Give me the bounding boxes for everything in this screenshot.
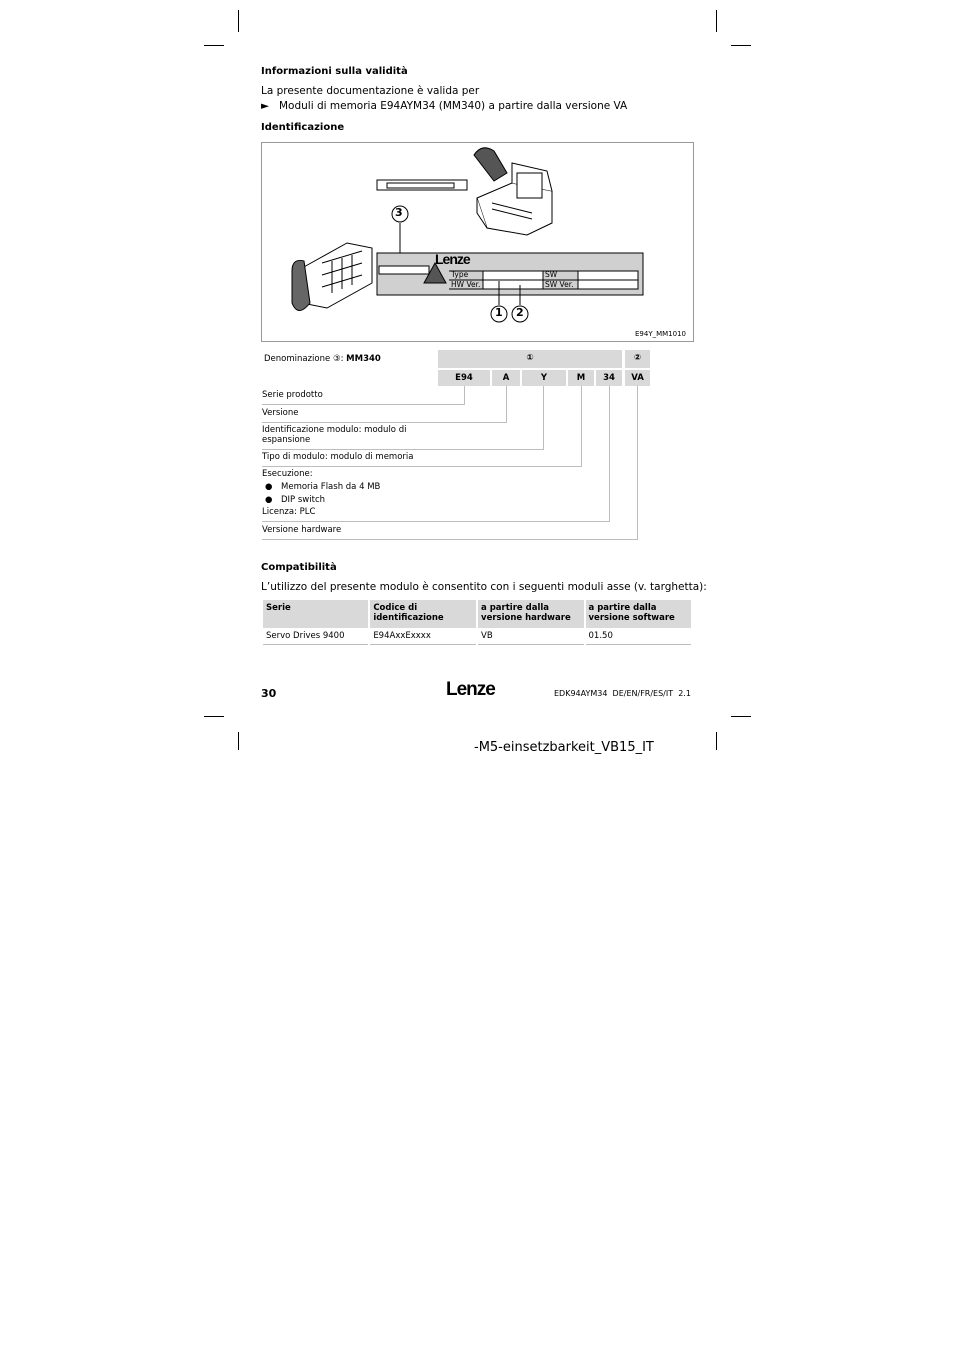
cell-codice: E94AxxExxxx	[370, 628, 476, 645]
crop-mark	[204, 716, 224, 717]
page-number: 30	[261, 687, 277, 700]
leader-line	[637, 386, 638, 539]
row-versione: Versione	[262, 408, 299, 418]
crop-mark	[731, 45, 751, 46]
table-row	[263, 628, 691, 645]
row-versione-hardware: Versione hardware	[262, 525, 342, 535]
code-segment-m: M	[568, 370, 594, 386]
doc-reference: EDK94AYM34 DE/EN/FR/ES/IT 2.1	[554, 689, 691, 698]
code-segment-e94: E94	[438, 370, 490, 386]
validity-bullet: Moduli di memoria E94AYM34 (MM340) a partire dalla versione VA	[279, 100, 628, 112]
row-identificazione-modulo: Identificazione modulo: modulo di espansione	[262, 425, 407, 445]
cell-hw: VB	[478, 628, 583, 645]
leader-line	[506, 386, 507, 422]
table-header-row	[263, 600, 691, 628]
cell-sw: 01.50	[586, 628, 691, 645]
row-rule	[262, 466, 582, 467]
compatibility-heading: Compatibilità	[261, 562, 337, 573]
col-header-sw: a partire dalla versione software	[586, 600, 691, 628]
module-illustration	[262, 143, 695, 343]
leader-line	[464, 386, 465, 404]
nameplate-sw-label: SW	[545, 270, 558, 279]
designation-label-marker: ③	[332, 354, 341, 364]
crop-mark	[238, 732, 239, 750]
identification-heading: Identificazione	[261, 122, 345, 133]
nameplate-hw-label: HW Ver.	[451, 280, 481, 289]
identification-figure	[261, 142, 694, 342]
footer-brand-logo: Lenze	[446, 679, 495, 700]
callout-1: 1	[495, 306, 503, 319]
row-rule	[262, 449, 544, 450]
file-label: -M5-einsetzbarkeit_VB15_IT	[474, 740, 654, 755]
compatibility-intro: L’utilizzo del presente modulo è consentito con i seguenti moduli asse (v. targhetta):	[261, 581, 707, 593]
callout-2: 2	[516, 306, 524, 319]
crop-mark	[716, 10, 717, 32]
row-rule	[262, 521, 610, 522]
row-rule	[262, 422, 507, 423]
compatibility-table	[261, 600, 693, 645]
col-header-serie: Serie	[263, 600, 368, 628]
row-rule	[262, 539, 638, 540]
nameplate-type-label: Type	[451, 270, 469, 279]
code-segment-y: Y	[522, 370, 566, 386]
crop-mark	[204, 45, 224, 46]
figure-id: E94Y_MM1010	[635, 330, 686, 338]
execution-item-flash: Memoria Flash da 4 MB	[281, 482, 381, 492]
execution-item-dip: DIP switch	[281, 495, 326, 505]
code-segment-va: VA	[625, 370, 650, 386]
designation-label-sep: :	[340, 354, 347, 364]
nameplate-sw-ver-label: SW Ver.	[545, 280, 574, 289]
code-group-1-header: ①	[438, 350, 622, 368]
leader-line	[543, 386, 544, 449]
execution-item-bullet: ●	[265, 495, 273, 505]
leader-line	[609, 386, 610, 521]
row-rule	[262, 404, 465, 405]
code-segment-a: A	[492, 370, 520, 386]
designation-label-prefix: Denominazione	[264, 354, 333, 364]
license-text: Licenza: PLC	[262, 507, 316, 517]
leader-line	[581, 386, 582, 467]
crop-mark	[731, 716, 751, 717]
nameplate-brand: Lenze	[435, 251, 470, 267]
designation-label	[264, 354, 381, 364]
code-segment-34: 34	[596, 370, 622, 386]
row-serie-prodotto: Serie prodotto	[262, 390, 323, 400]
col-header-codice: Codice di identificazione	[370, 600, 476, 628]
cell-serie: Servo Drives 9400	[263, 628, 368, 645]
code-group-2-header: ②	[625, 350, 650, 368]
crop-mark	[238, 10, 239, 32]
validity-bullet-marker: ►	[261, 100, 270, 112]
row-tipo-modulo: Tipo di modulo: modulo di memoria	[262, 452, 414, 462]
validity-heading: Informazioni sulla validità	[261, 66, 408, 77]
callout-3: 3	[395, 206, 403, 219]
row-esecuzione: Esecuzione:	[262, 469, 313, 479]
designation-label-value: MM340	[346, 354, 381, 364]
col-header-hw: a partire dalla versione hardware	[478, 600, 583, 628]
validity-intro: La presente documentazione è valida per	[261, 85, 480, 97]
crop-mark	[716, 732, 717, 750]
execution-item-bullet: ●	[265, 482, 273, 492]
